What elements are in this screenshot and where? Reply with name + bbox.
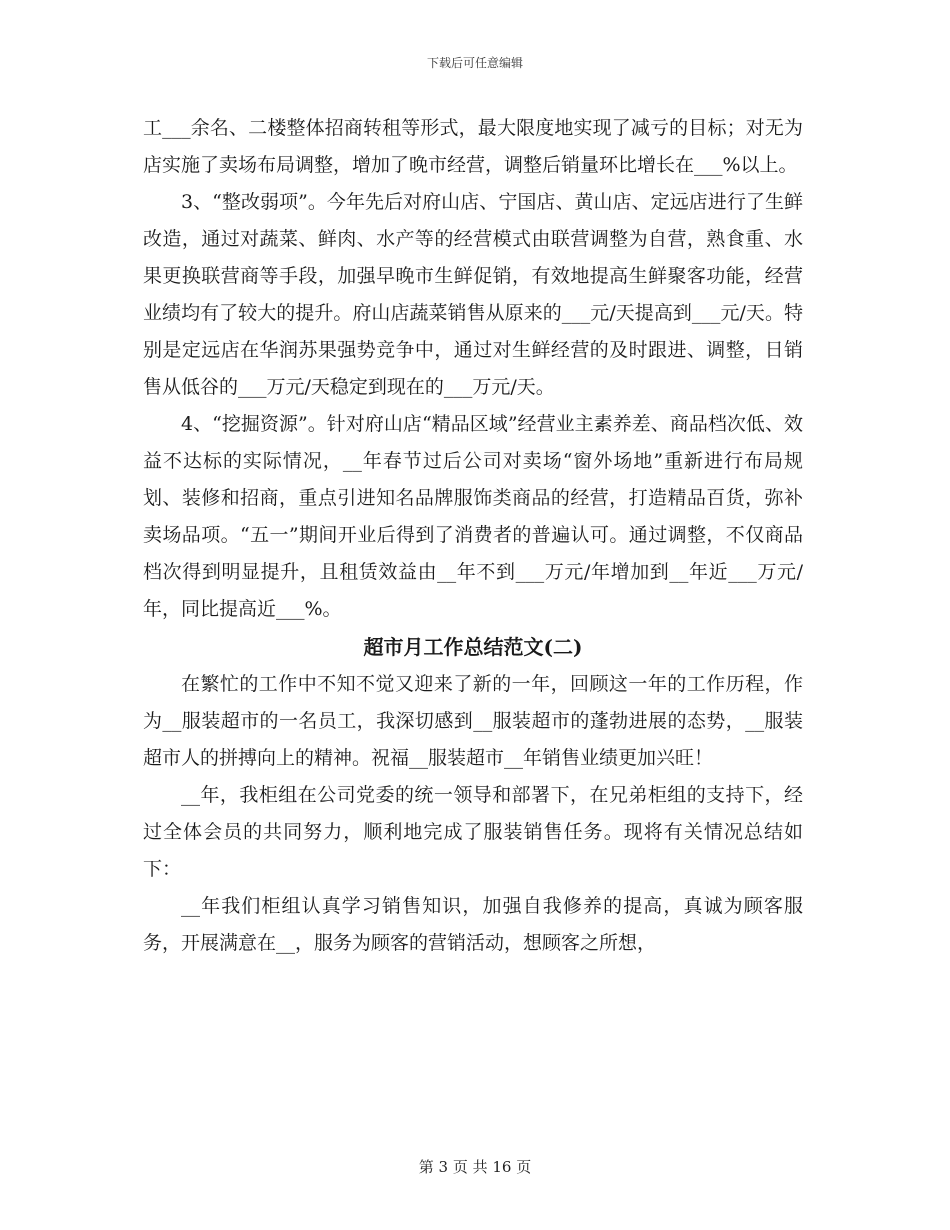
paragraph-summary: __年，我柜组在公司党委的统一领导和部署下，在兄弟柜组的支持下，经过全体会员的共同努力，顺利地完成了服装销售任务。现将有关情况总结如下： (143, 784, 803, 880)
page-footer: 第 3 页 共 16 页 (418, 1158, 532, 1176)
paragraph-continuation: 工___余名、二楼整体招商转租等形式，最大限度地实现了减亏的目标；对无为店实施了卖场布局调整，增加了晚市经营，调整后销量环比增长在___%以上。 (143, 117, 803, 176)
paragraph-item-4: 4、“挖掘资源”。针对府山店“精品区域”经营业主素养差、商品档次低、效益不达标的实际情况，__年春节过后公司对卖场“窗外场地”重新进行布局规划、装修和招商，重点引进知名品牌服饰类商品的经营，打造精品百货，弥补卖场品项。“五一”期间开业后得到了消费者的普遍认可。通过调整，不仅商品档次得到明显提升，且租赁效益由__年不到___万元/年增加到__年近___万元/年，同比提高近___%。 (143, 413, 803, 620)
section-title: 超市月工作总结范文(二) (363, 635, 583, 659)
document-body (143, 110, 803, 962)
paragraph-sales: __年我们柜组认真学习销售知识，加强自我修养的提高，真诚为顾客服务，开展满意在__，服务为顾客的营销活动，想顾客之所想， (143, 895, 803, 954)
page-header: 下载后可任意编辑 (426, 56, 523, 70)
paragraph-intro: 在繁忙的工作中不知不觉又迎来了新的一年，回顾这一年的工作历程，作为__服装超市的一名员工，我深切感到__服装超市的蓬勃进展的态势，__服装超市人的拼搏向上的精神。祝福__服装超市__年销售业绩更加兴旺！ (143, 673, 803, 769)
paragraph-item-3: 3、“整改弱项”。今年先后对府山店、宁国店、黄山店、定远店进行了生鲜改造，通过对蔬菜、鲜肉、水产等的经营模式由联营调整为自营，熟食重、水果更换联营商等手段，加强早晚市生鲜促销，有效地提高生鲜聚客功能，经营业绩均有了较大的提升。府山店蔬菜销售从原来的___元/天提高到___元/天。特别是定远店在华润苏果强势竞争中，通过对生鲜经营的及时跟进、调整，日销售从低谷的___万元/天稳定到现在的___万元/天。 (143, 191, 803, 398)
